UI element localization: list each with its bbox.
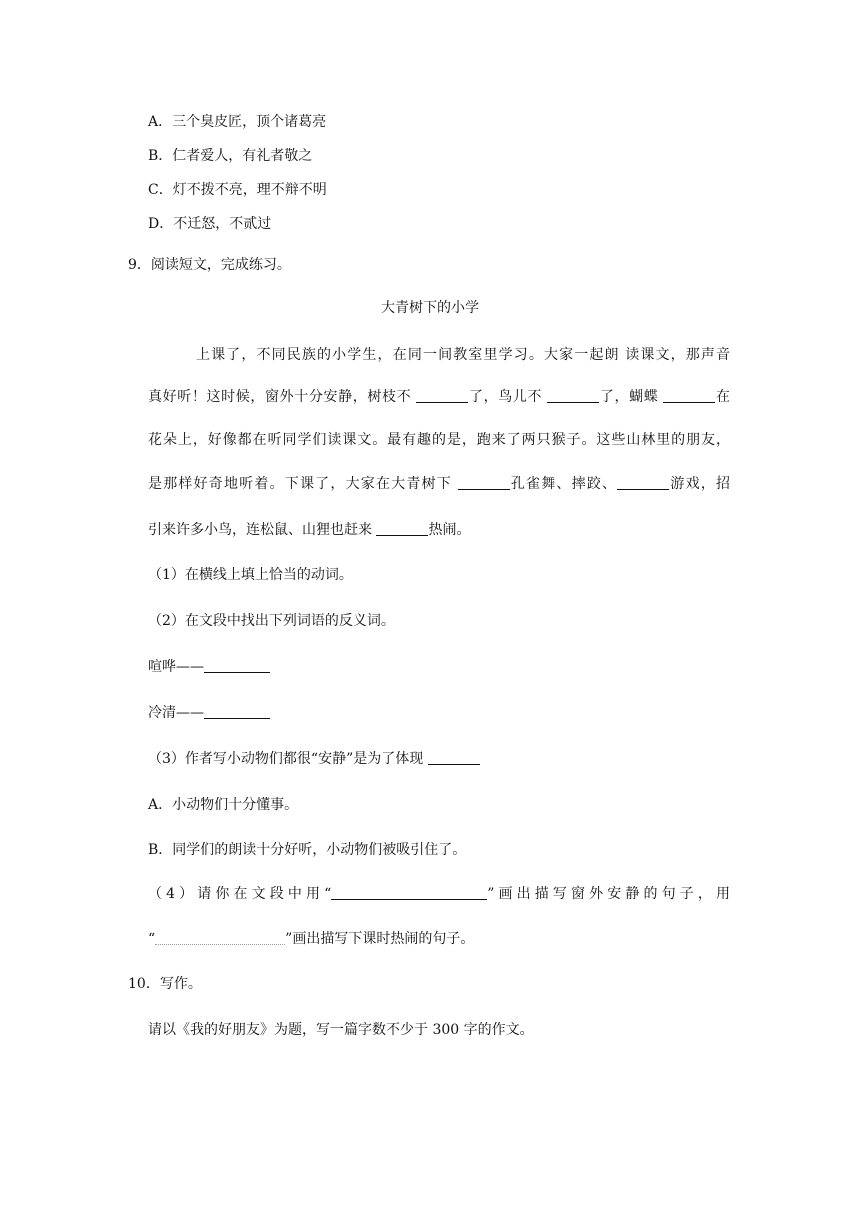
option-letter: C． [148, 182, 173, 198]
writing-task: 请以《我的好朋友》为题，写一篇字数不少于 300 字的作文。 [148, 1022, 534, 1038]
option-text: 仁者爱人，有礼者敬之 [172, 148, 313, 164]
antonym-row-1: 喧哗—— [148, 657, 270, 677]
passage-line-3: 花朵上，好像都在听同学们读课文。最有趣的是，跑来了两只猴子。这些山林里的朋友， [148, 432, 730, 448]
fill-blank[interactable] [663, 388, 715, 403]
fill-blank[interactable] [458, 475, 510, 490]
fill-blank[interactable] [617, 475, 669, 490]
option-a [148, 112, 326, 132]
sub-question-2: （2）在文段中找出下列词语的反义词。 [148, 613, 395, 629]
option-b [148, 146, 312, 166]
option-letter: B． [148, 148, 173, 164]
option-d [148, 214, 271, 234]
passage-title: 大青树下的小学 [381, 300, 479, 316]
passage-line-1: 上课了，不同民族的小学生，在同一间教室里学习。大家一起朗 读课文，那声音 [196, 347, 730, 363]
fill-blank[interactable] [416, 388, 468, 403]
question-prompt: 阅读短文，完成练习。 [150, 257, 291, 273]
passage-line-4: 是那样好奇地听着。下课了，大家在大青树下 孔雀舞、摔跤、 游戏，招 [148, 476, 731, 492]
sub3-option-b: B．同学们的朗读十分好听，小动物们被吸引住了。 [148, 842, 467, 858]
sub-question-1: （1）在横线上填上恰当的动词。 [148, 567, 353, 583]
answer-blank[interactable] [428, 750, 480, 765]
option-c [148, 180, 327, 200]
answer-blank[interactable] [204, 704, 270, 719]
wavy-line-sample [155, 930, 285, 945]
passage-line-2: 真好听！这时候，窗外十分安静，树枝不 了，鸟儿不 了，蝴蝶 在 [148, 389, 731, 405]
antonym-row-2: 冷清—— [148, 703, 270, 723]
straight-line-sample [331, 885, 487, 900]
question-9-heading [128, 255, 291, 275]
passage-line-5: 引来许多小鸟，连松鼠、山狸也赶来 热闹。 [148, 522, 471, 538]
sub-question-4-line-2: “ ”画出描写下课时热闹的句子。 [148, 931, 475, 947]
question-prompt: 写作。 [159, 976, 202, 992]
question-number: 10． [128, 976, 160, 992]
sub-question-4-line-1: （4）请你在文段中用“ ”画出描写窗外安静的句子，用 [148, 886, 730, 902]
sub-question-3: （3）作者写小动物们都很“安静”是为了体现 [148, 749, 480, 769]
option-text: 不迁怒，不贰过 [173, 216, 272, 232]
answer-blank[interactable] [204, 658, 270, 673]
question-10-heading [128, 974, 202, 994]
fill-blank[interactable] [547, 388, 599, 403]
option-text: 灯不拨不亮，理不辩不明 [172, 182, 327, 198]
sub3-option-a: A．小动物们十分懂事。 [148, 797, 299, 813]
option-letter: A． [148, 114, 173, 130]
fill-blank[interactable] [376, 521, 428, 536]
question-number: 9． [128, 257, 151, 273]
option-letter: D． [148, 216, 174, 232]
option-text: 三个臭皮匠，顶个诸葛亮 [172, 114, 327, 130]
